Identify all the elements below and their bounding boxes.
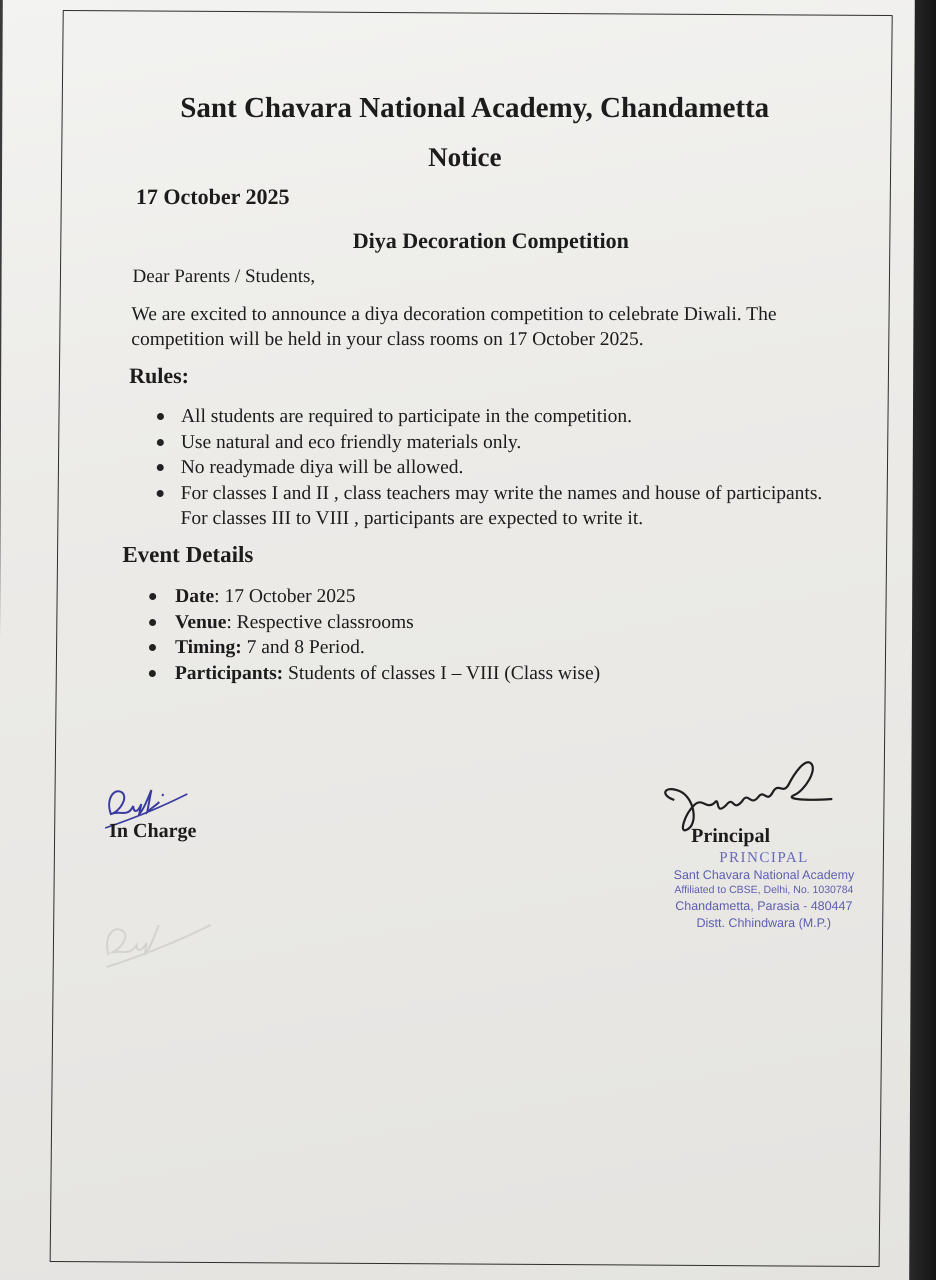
greeting: Dear Parents / Students, [132,266,316,287]
list-item: For classes I and II , class teachers may write the names and house of participants. For classes III to VIII , participants are expected to write it. [180,481,830,532]
intro-paragraph: We are excited to announce a diya decoration competition to celebrate Diwali. The competition will be held in your class rooms on 17 October 2025. [131,304,777,350]
list-item: All students are required to participate in the competition. [181,404,861,430]
stamp-line: Affiliated to CBSE, Delhi, No. 1030784 [674,884,854,896]
bullet-icon [149,619,156,626]
stamp-line: Sant Chavara National Academy [673,868,855,882]
school-name: Sant Chavara National Academy, Chandametta [180,92,770,124]
document-type: Notice [428,142,502,172]
stamp-title: PRINCIPAL [719,850,809,866]
list-item: Participants: Students of classes I – VIII (Class wise) [175,661,775,687]
list-item: Venue: Respective classrooms [175,610,775,636]
bullet-icon [149,593,156,600]
bullet-icon [149,644,156,651]
bullet-icon [149,670,156,677]
school-stamp [659,850,869,932]
bullet-icon [157,490,164,497]
list-item: Date: 17 October 2025 [175,584,775,610]
bullet-icon [157,439,164,446]
list-item: Use natural and eco friendly materials only. [181,430,861,456]
principal-label: Principal [691,825,771,847]
event-details-heading: Event Details [122,542,254,567]
signature-impression [99,905,219,975]
bullet-icon [157,413,164,420]
rules-list [180,404,861,532]
bullet-icon [157,464,164,471]
event-details-list [175,584,775,686]
list-item: No readymade diya will be allowed. [181,455,861,481]
stamp-line: Chandametta, Parasia - 480447 [675,899,853,913]
rules-heading: Rules: [129,363,190,388]
stamp-line: Distt. Chhindwara (M.P.) [696,916,832,930]
notice-date: 17 October 2025 [135,184,290,209]
list-item: Timing: 7 and 8 Period. [175,635,775,661]
incharge-label: In Charge [109,820,197,842]
notice-subject: Diya Decoration Competition [352,228,629,253]
